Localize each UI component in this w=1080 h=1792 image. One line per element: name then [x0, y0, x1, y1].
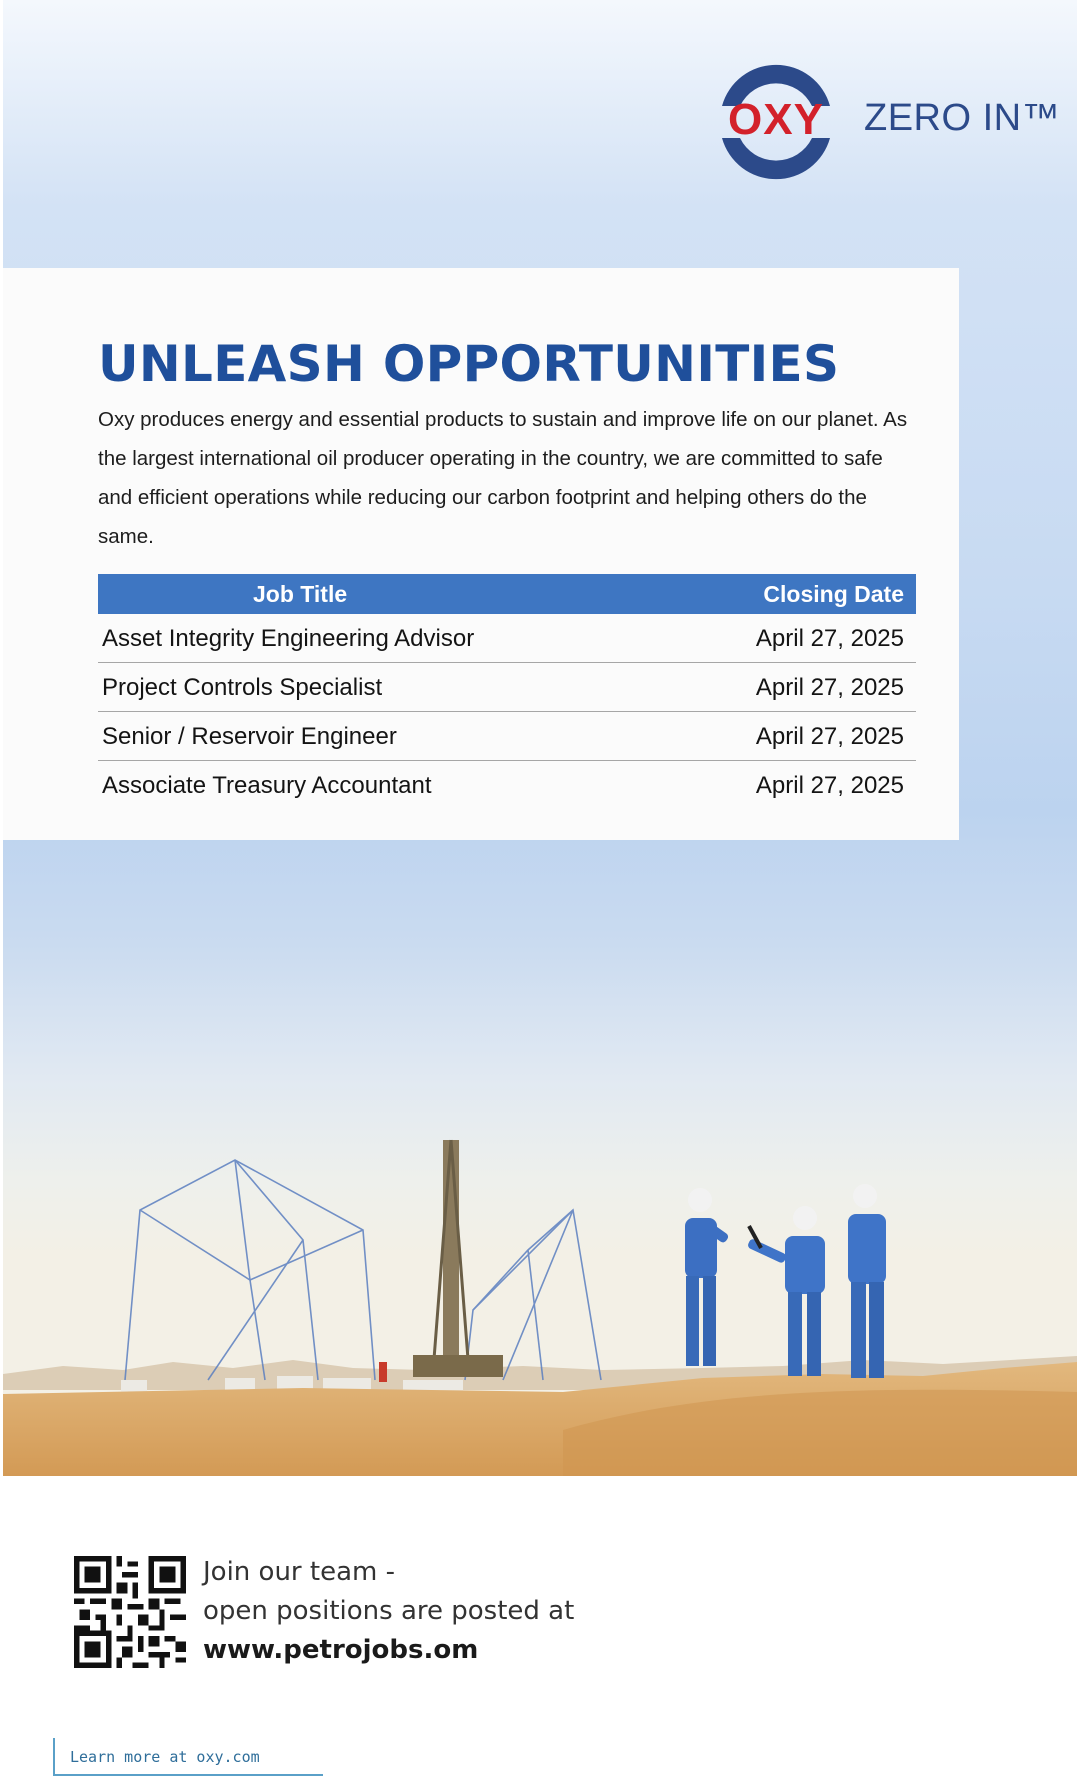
closing-date: April 27, 2025 [755, 772, 904, 799]
cta-line-2: open positions are posted at [203, 1596, 575, 1626]
column-header-closing-date: Closing Date [763, 581, 904, 607]
jobs-table-header [98, 574, 916, 614]
job-title: Senior / Reservoir Engineer [102, 723, 397, 750]
logo-wordmark: OXY [728, 95, 824, 144]
closing-date: April 27, 2025 [755, 723, 904, 750]
logo-tagline: ZERO IN™ [864, 97, 1061, 139]
learn-more-link[interactable] [53, 1738, 323, 1776]
drilling-rig-icon [379, 1140, 503, 1382]
desert-rig-photo [3, 1130, 1077, 1476]
job-title: Project Controls Specialist [102, 674, 383, 701]
table-row [98, 712, 916, 761]
job-title: Associate Treasury Accountant [102, 772, 432, 799]
jobs-table [98, 574, 916, 810]
oxy-logo [712, 56, 1061, 188]
job-title: Asset Integrity Engineering Advisor [102, 625, 475, 652]
petrojobs-link[interactable]: www.petrojobs.om [203, 1635, 479, 1665]
table-row [98, 761, 916, 810]
closing-date: April 27, 2025 [755, 674, 904, 701]
learn-more-text: Learn more at oxy.com [70, 1748, 260, 1766]
column-header-job-title: Job Title [253, 581, 348, 607]
table-row [98, 614, 916, 663]
cta-line-1: Join our team - [203, 1557, 395, 1587]
call-to-action [203, 1553, 574, 1670]
workers-illustration [685, 1184, 886, 1378]
qr-code-icon[interactable] [74, 1556, 186, 1668]
intro-paragraph: Oxy produces energy and essential products to sustain and improve life on our planet. As the largest international oil producer operating in the country, we are committed to safe and efficient operations while reducing our carbon footprint and helping others do the same. [98, 408, 908, 548]
closing-date: April 27, 2025 [755, 625, 904, 652]
table-row [98, 663, 916, 712]
headline: UNLEASH OPPORTUNITIES [98, 335, 840, 393]
